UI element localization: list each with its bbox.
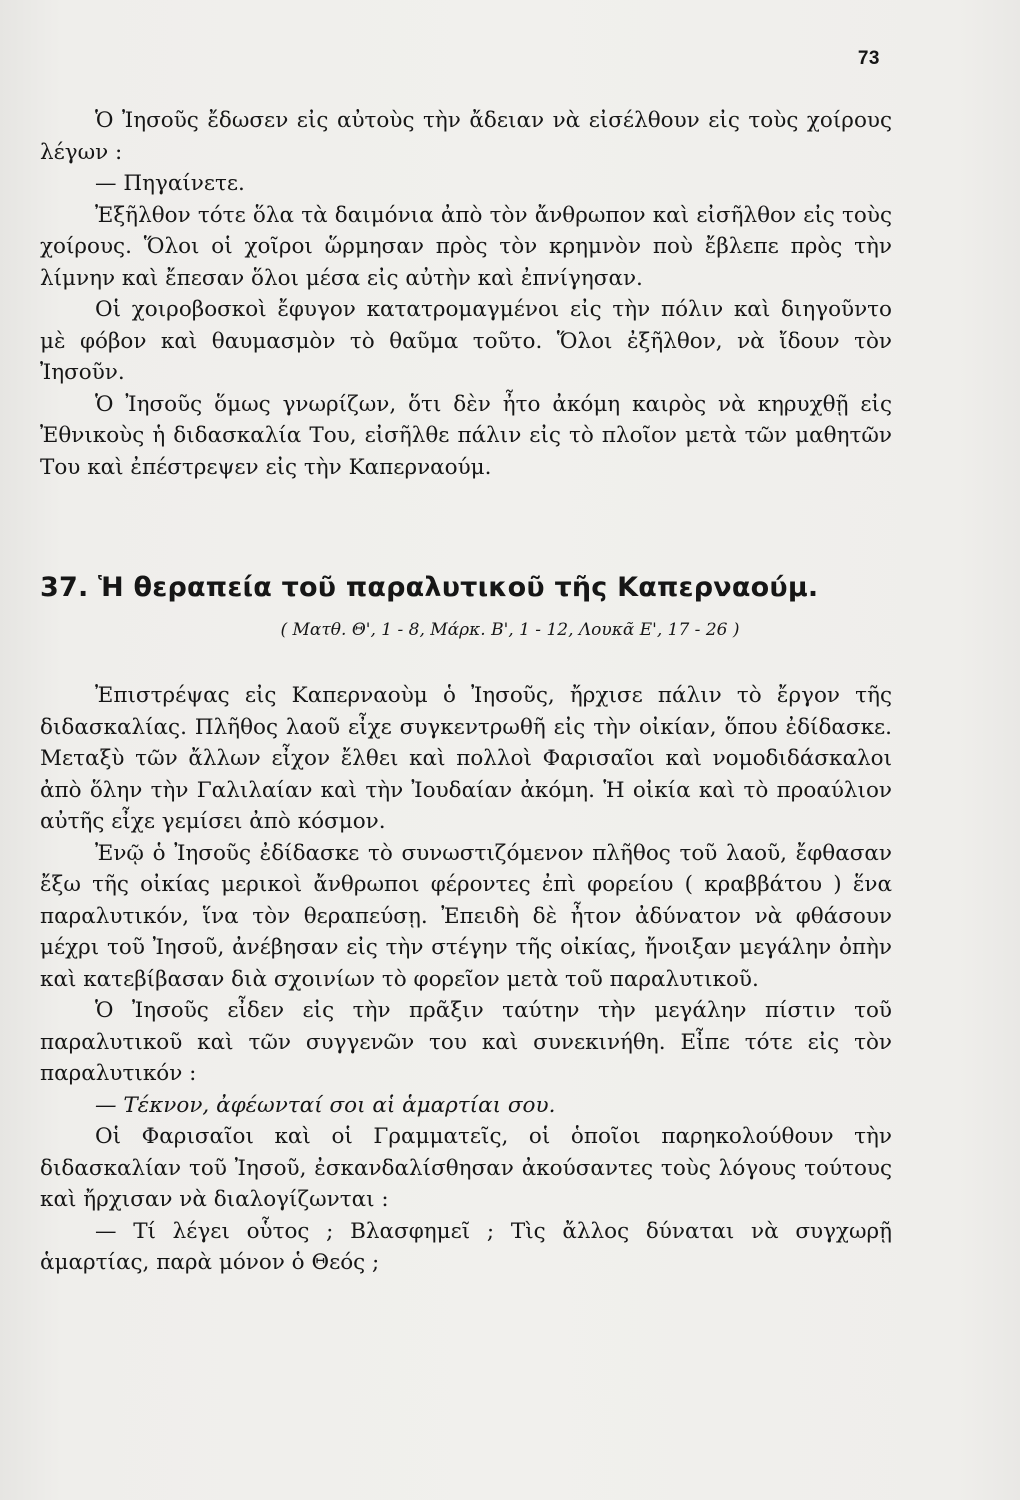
quoted-speech: — Τέκνον, ἀφέωνταί σοι αἱ ἁμαρτίαι σου. [95,1092,556,1118]
paragraph: Ἐξῆλθον τότε ὅλα τὰ δαιμόνια ἀπὸ τὸν ἄνθρωπον καὶ εἰσῆλθον εἰς τοὺς χοίρους. Ὅλοι οἱ χοῖροι ὥρμησαν πρὸς τὸν κρημνὸν ποὺ ἔβλεπε πρὸς τὴν λίμνην καὶ ἔπεσαν ὅλοι μέσα εἰς αὐτὴν καὶ ἐπνίγησαν. [40,202,892,291]
dialogue-line: — Πηγαίνετε. [95,171,245,196]
paragraph: Ἐπιστρέψας εἰς Καπερναοὺμ ὁ Ἰησοῦς, ἤρχισε πάλιν τὸ ἔργον τῆς διδασκαλίας. Πλῆθος λαοῦ εἶχε συγκεντρωθῆ εἰς τὴν οἰκίαν, ὅπου ἐδίδασκε. Μεταξὺ τῶν ἄλλων εἶχον ἔλθει καὶ πολλοὶ Φαρισαῖοι καὶ νομοδιδάσκαλοι ἀπὸ ὅλην τὴν Γαλιλαίαν καὶ τὴν Ἰουδαίαν ἀκόμη. Ἡ οἰκία καὶ τὸ προαύλιον αὐτῆς εἶχε γεμίσει ἀπὸ κόσμον. [40,683,892,834]
paragraph: Ὁ Ἰησοῦς ἔδωσεν εἰς αὐτοὺς τὴν ἄδειαν νὰ εἰσέλθουν εἰς τοὺς χοίρους λέγων : [40,108,892,165]
narrative-section-one [40,105,892,483]
scripture-reference: ( Ματθ. Θ', 1 - 8, Μάρκ. Β', 1 - 12, Λουκᾶ Ε', 17 - 26 ) [280,620,740,640]
paragraph: Ὁ Ἰησοῦς εἶδεν εἰς τὴν πρᾶξιν ταύτην τὴν μεγάλην πίστιν τοῦ παραλυτικοῦ καὶ τῶν συγγενῶν του καὶ συνεκινήθη. Εἶπε τότε εἰς τὸν παραλυτικόν : [40,998,892,1086]
paragraph: Ὁ Ἰησοῦς ὅμως γνωρίζων, ὅτι δὲν ἦτο ἀκόμη καιρὸς νὰ κηρυχθῇ εἰς Ἐθνικοὺς ἡ διδασκαλία Του, εἰσῆλθε πάλιν εἰς τὸ πλοῖον μετὰ τῶν μαθητῶν Του καὶ ἐπέστρεψεν εἰς τὴν Καπερναούμ. [40,391,892,480]
dialogue-line: — Τί λέγει οὗτος ; Βλασφημεῖ ; Τὶς ἄλλος δύναται νὰ συγχωρῇ ἁμαρτίας, παρὰ μόνον ὁ Θεός ; [40,1218,892,1275]
paragraph: Ἐνῷ ὁ Ἰησοῦς ἐδίδασκε τὸ συνωστιζόμενον πλῆθος τοῦ λαοῦ, ἔφθασαν ἔξω τῆς οἰκίας μερικοὶ ἄνθρωποι φέροντες ἐπὶ φορείου ( κραββάτου ) ἕνα παραλυτικόν, ἵνα τὸν θεραπεύσῃ. Ἐπειδὴ δὲ ἦτον ἀδύνατον νὰ φθάσουν μέχρι τοῦ Ἰησοῦ, ἀνέβησαν εἰς τὴν στέγην τῆς οἰκίας, ἤνοιξαν μεγάλην ὀπὴν καὶ κατεβίβασαν διὰ σχοινίων τὸ φορεῖον μετὰ τοῦ παραλυτικοῦ. [40,840,892,992]
narrative-section-two [40,680,892,1279]
paragraph: Οἱ Φαρισαῖοι καὶ οἱ Γραμματεῖς, οἱ ὁποῖοι παρηκολούθουν τὴν διδασκαλίαν τοῦ Ἰησοῦ, ἐσκανδαλίσθησαν ἀκούσαντες τοὺς λόγους τούτους καὶ ἤρχισαν νὰ διαλογίζωνται : [40,1124,892,1212]
chapter-heading: 37. Ἡ θεραπεία τοῦ παραλυτικοῦ τῆς Καπερναούμ. [40,572,819,603]
page-number: 73 [857,48,880,69]
paragraph: Οἱ χοιροβοσκοὶ ἔφυγον κατατρομαγμένοι εἰς τὴν πόλιν καὶ διηγοῦντο μὲ φόβον καὶ θαυμασμὸν τὸ θαῦμα τοῦτο. Ὅλοι ἐξῆλθον, νὰ ἴδουν τὸν Ἰησοῦν. [40,297,892,385]
